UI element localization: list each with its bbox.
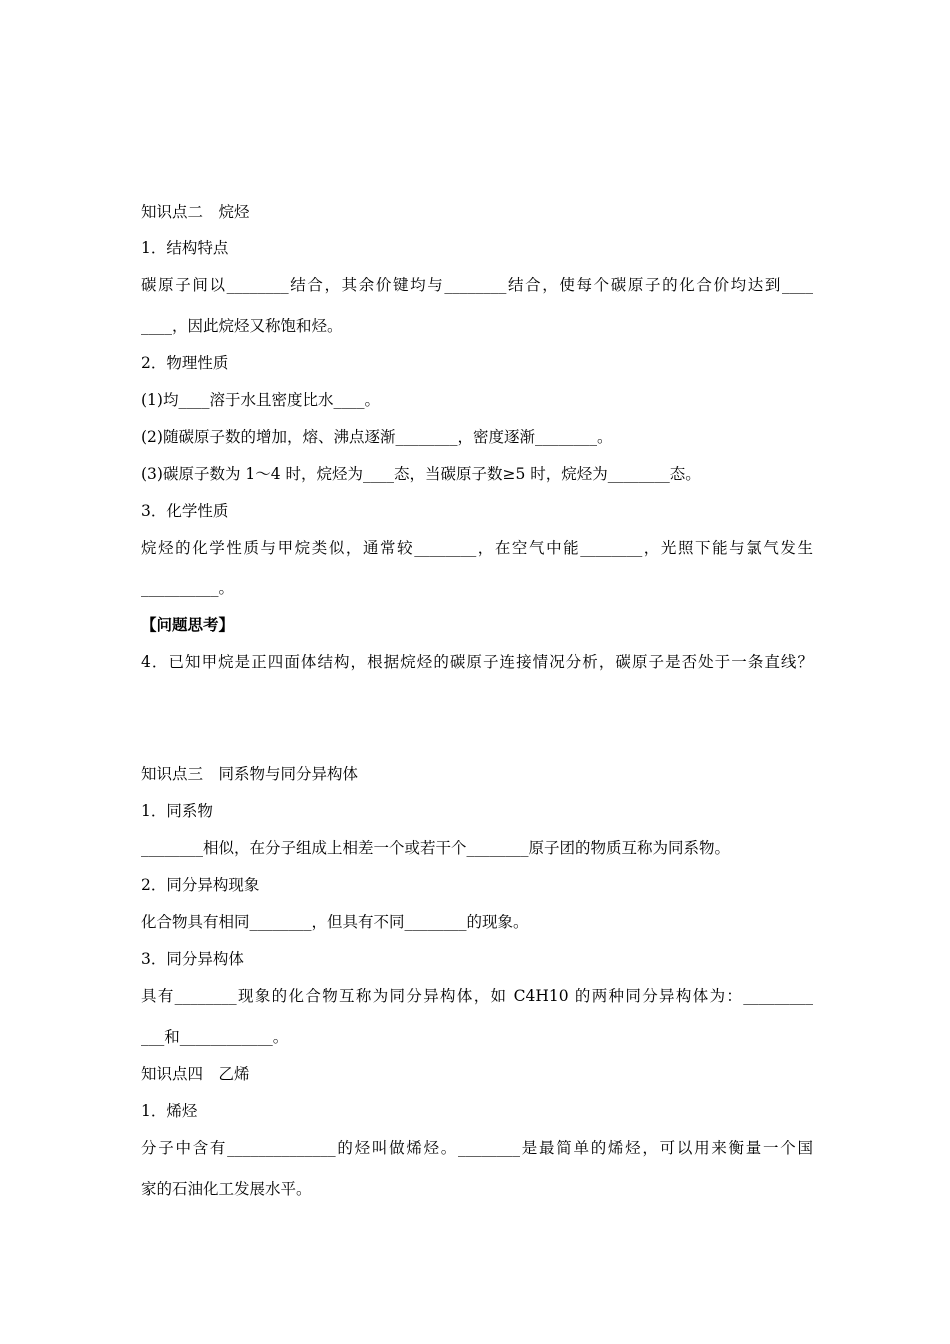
section2-physical-item2: (2)随碳原子数的增加，熔、沸点逐渐________，密度逐渐________。 [141,428,613,446]
section2-heading-structure: 1．结构特点 [141,239,229,257]
section3-heading-isomers: 3．同分异构体 [141,950,244,968]
section2-heading-physical: 2．物理性质 [141,354,229,372]
section4-heading-alkenes: 1．烯烃 [141,1102,198,1120]
section2-chemical-text-line2: __________。 [141,579,235,597]
section2-heading-chemical: 3．化学性质 [141,502,229,520]
section3-isomers-text-line1: 具有________现象的化合物互称为同分异构体，如 C4H10 的两种同分异构体为：_________ [141,987,813,1005]
section2-physical-item3: (3)碳原子数为 1～4 时，烷烃为____态，当碳原子数≥5 时，烷烃为________态。 [141,465,701,483]
section2-structure-text-line2: ____，因此烷烃又称饱和烃。 [141,317,343,335]
section3-title: 知识点三 同系物与同分异构体 [141,765,359,783]
question-text: 4．已知甲烷是正四面体结构，根据烷烃的碳原子连接情况分析，碳原子是否处于一条直线？ [141,653,813,671]
section3-heading-isomerism: 2．同分异构现象 [141,876,260,894]
section3-isomers-text-line2: ___和____________。 [141,1028,289,1046]
section3-heading-homologs: 1．同系物 [141,802,213,820]
section3-isomerism-text: 化合物具有相同________，但具有不同________的现象。 [141,913,529,931]
section2-physical-item1: (1)均____溶于水且密度比水____。 [141,391,380,409]
section4-title: 知识点四 乙烯 [141,1065,250,1083]
section2-title: 知识点二 烷烃 [141,203,250,221]
section4-alkenes-text-line2: 家的石油化工发展水平。 [141,1180,312,1198]
section2-chemical-text-line1: 烷烃的化学性质与甲烷类似，通常较________，在空气中能________，光照下能与氯气发生 [141,539,813,557]
question-label: 【问题思考】 [141,615,235,634]
section4-alkenes-text-line1: 分子中含有______________的烃叫做烯烃。________是最简单的烯烃，可以用来衡量一个国 [141,1139,813,1157]
section3-homologs-text: ________相似，在分子组成上相差一个或若干个________原子团的物质互称为同系物。 [141,839,731,857]
section2-structure-text-line1: 碳原子间以________结合，其余价键均与________结合，使每个碳原子的化合价均达到____ [141,276,813,294]
